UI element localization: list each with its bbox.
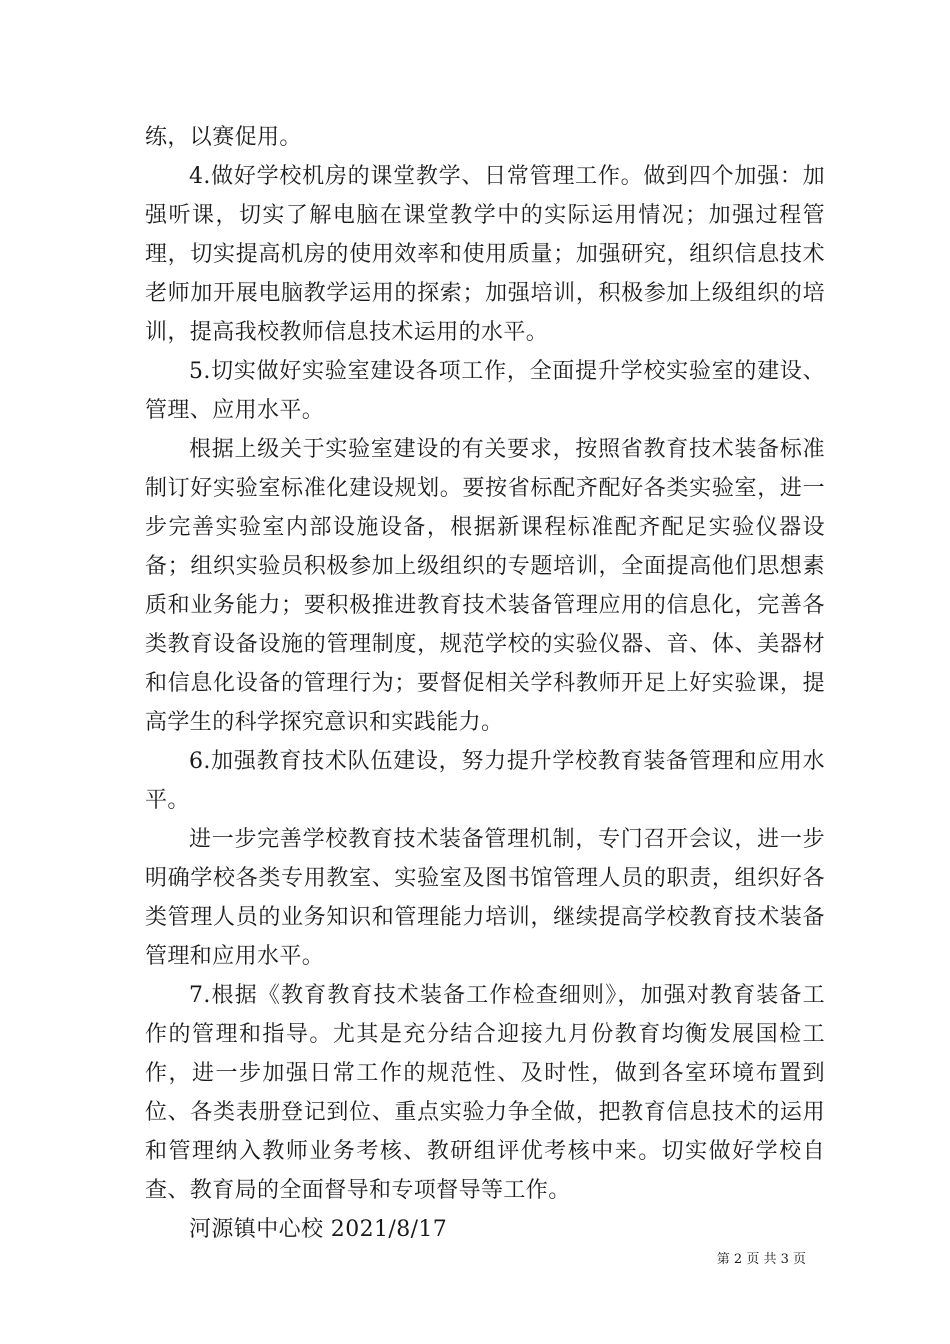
paragraph-item-7: 7.根据《教育教育技术装备工作检查细则》，加强对教育装备工作的管理和指导。尤其是充分结合迎接九月份教育均衡发展国检工作，进一步加强日常工作的规范性、及时性，做到各室环境布置到位、各类表册登记到位、重点实验力争全做，把教育信息技术的运用和管理纳入教师业务考核、教研组评优考核中来。切实做好学校自查、教育局的全面督导和专项督导等工作。 bbox=[145, 983, 825, 1203]
page-number-footer: 第 2 页 共 3 页 bbox=[716, 1252, 806, 1267]
document-body bbox=[145, 118, 825, 1249]
paragraph-continuation: 练，以赛促用。 bbox=[145, 125, 302, 150]
paragraph-management-mechanism: 进一步完善学校教育技术装备管理机制，专门召开会议，进一步明确学校各类专用教室、实验室及图书馆管理人员的职责，组织好各类管理人员的业务知识和管理能力培训，继续提高学校教育技术装备管理和应用水平。 bbox=[145, 827, 825, 969]
paragraph-item-6: 6.加强教育技术队伍建设，努力提升学校教育装备管理和应用水平。 bbox=[145, 749, 825, 813]
signature-date: 河源镇中心校 2021/8/17 bbox=[189, 1217, 448, 1242]
paragraph-item-5: 5.切实做好实验室建设各项工作，全面提升学校实验室的建设、管理、应用水平。 bbox=[145, 359, 825, 423]
paragraph-lab-requirements: 根据上级关于实验室建设的有关要求，按照省教育技术装备标准制订好实验室标准化建设规划。要按省标配齐配好各类实验室，进一步完善实验室内部设施设备，根据新课程标准配齐配足实验仪器设备；组织实验员积极参加上级组织的专题培训，全面提高他们思想素质和业务能力；要积极推进教育技术装备管理应用的信息化，完善各类教育设备设施的管理制度，规范学校的实验仪器、音、体、美器材和信息化设备的管理行为；要督促相关学科教师开足上好实验课，提高学生的科学探究意识和实践能力。 bbox=[145, 437, 825, 735]
paragraph-item-4: 4.做好学校机房的课堂教学、日常管理工作。做到四个加强：加强听课，切实了解电脑在课堂教学中的实际运用情况；加强过程管理，切实提高机房的使用效率和使用质量；加强研究，组织信息技术老师加开展电脑教学运用的探索；加强培训，积极参加上级组织的培训，提高我校教师信息技术运用的水平。 bbox=[145, 164, 825, 345]
